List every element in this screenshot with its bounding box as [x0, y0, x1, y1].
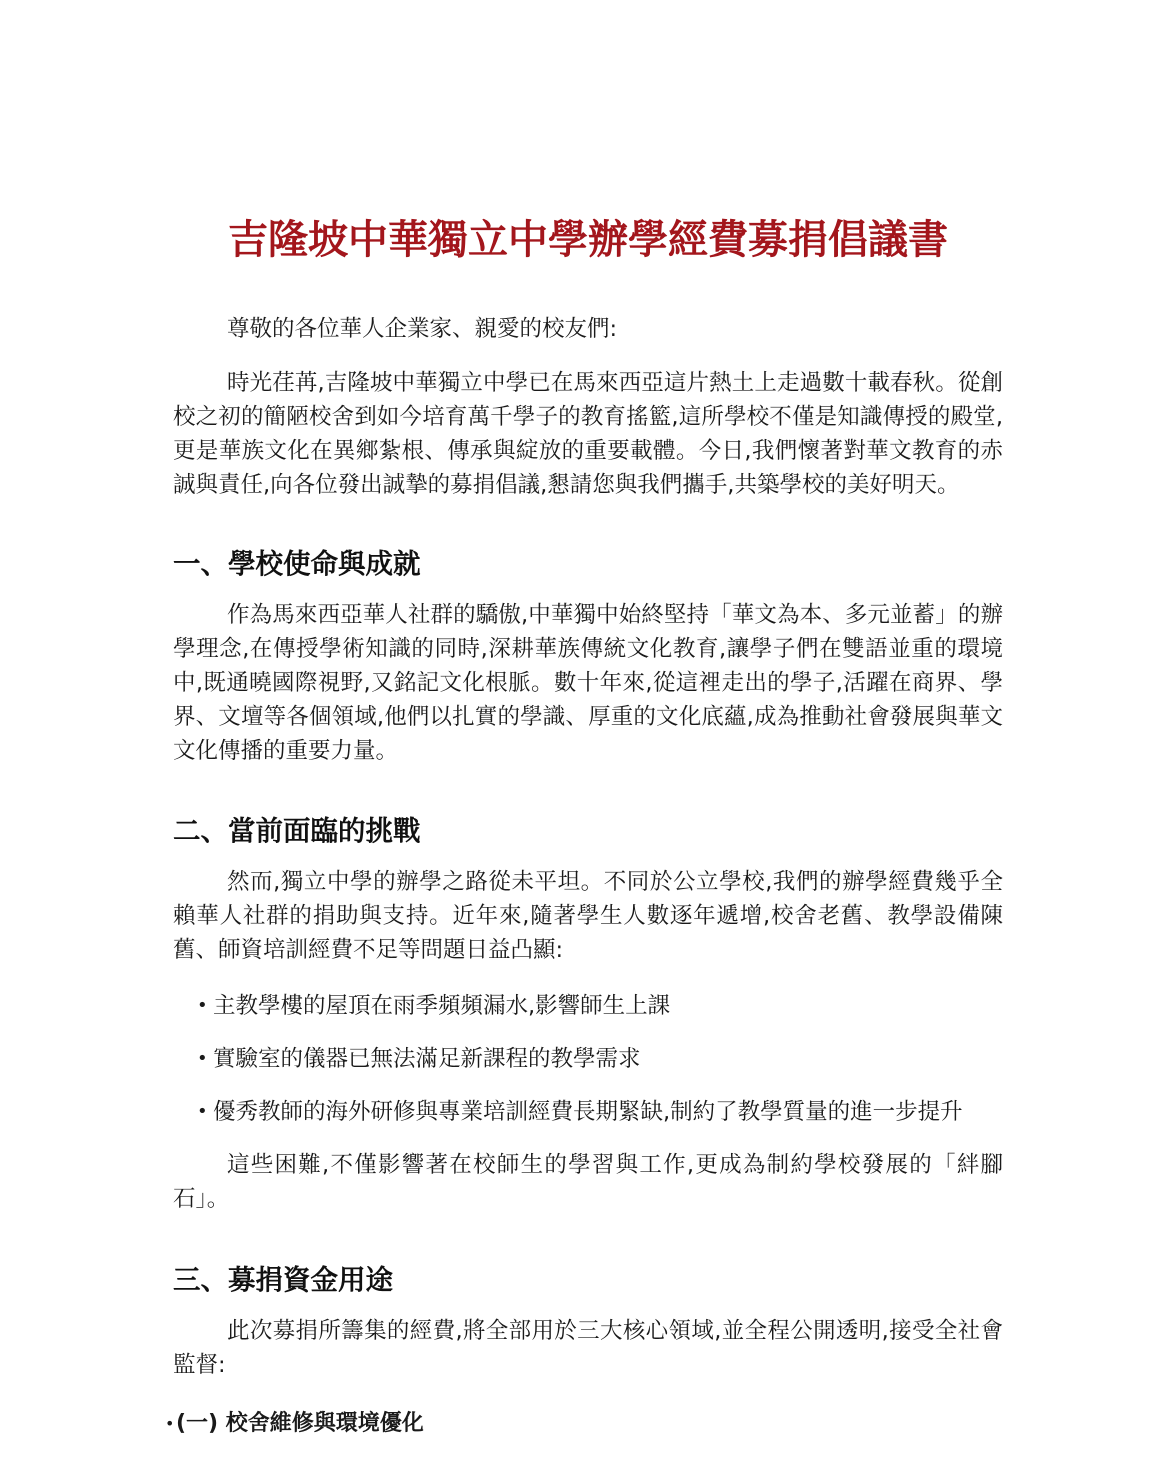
mission-paragraph: 作為馬來西亞華人社群的驕傲,中華獨中始終堅持「華文為本、多元並蓄」的辦學理念,在傳授學術知識的同時,深耕華族傳統文化教育,讓學子們在雙語並重的環境中,既通曉國際視野,又銘記文化根脈。數十年來,從這裡走出的學子,活躍在商界、學界、文壇等各個領域,他們以扎實的學識、厚重的文化底蘊,成為推動社會發展與華文文化傳播的重要力量。	[173, 602, 1003, 764]
bullet-icon: •	[197, 1101, 208, 1122]
document-title: 吉隆坡中華獨立中學辦學經費募捐倡議書	[228, 217, 948, 263]
bullet-icon: •	[197, 1048, 208, 1069]
list-item	[173, 989, 1003, 1023]
challenges-paragraph: 然而,獨立中學的辦學之路從未平坦。不同於公立學校,我們的辦學經費幾乎全賴華人社群的捐助與支持。近年來,隨著學生人數逐年遞增,校舍老舊、教學設備陳舊、師資培訓經費不足等問題日益凸顯:	[173, 869, 1003, 963]
document-body	[165, 212, 1003, 1440]
list-item-text: 優秀教師的海外研修與專業培訓經費長期緊缺,制約了教學質量的進一步提升	[213, 1099, 963, 1125]
list-item	[173, 1042, 1003, 1076]
challenges-bullet-list	[173, 989, 1003, 1129]
challenges-closing-paragraph: 這些困難,不僅影響著在校師生的學習與工作,更成為制約學校發展的「絆腳石」。	[173, 1152, 1003, 1212]
list-item-text: 實驗室的儀器已無法滿足新課程的教學需求	[213, 1046, 641, 1072]
section-heading-fund-usage: 三、募捐資金用途	[173, 1264, 393, 1296]
subsection-heading-renovation	[165, 1408, 1003, 1440]
greeting-line: 尊敬的各位華人企業家、親愛的校友們:	[227, 316, 618, 342]
bullet-icon: •	[197, 995, 208, 1016]
intro-paragraph: 時光荏苒,吉隆坡中華獨立中學已在馬來西亞這片熱土上走過數十載春秋。從創校之初的簡陋校舍到如今培育萬千學子的教育搖籃,這所學校不僅是知識傳授的殿堂,更是華族文化在異鄉紮根、傳承與綻放的重要載體。今日,我們懷著對華文教育的赤誠與責任,向各位發出誠摯的募捐倡議,懇請您與我們攜手,共築學校的美好明天。	[173, 370, 1003, 498]
subsection-heading-text: (一) 校舍維修與環境優化	[176, 1411, 424, 1436]
section-heading-challenges: 二、當前面臨的挑戰	[173, 815, 421, 847]
section-heading-mission: 一、學校使命與成就	[173, 548, 421, 580]
list-item-text: 主教學樓的屋頂在雨季頻頻漏水,影響師生上課	[213, 993, 671, 1019]
fund-usage-paragraph: 此次募捐所籌集的經費,將全部用於三大核心領域,並全程公開透明,接受全社會監督:	[173, 1318, 1003, 1378]
bullet-icon: •	[165, 1414, 175, 1433]
list-item	[173, 1095, 1003, 1129]
